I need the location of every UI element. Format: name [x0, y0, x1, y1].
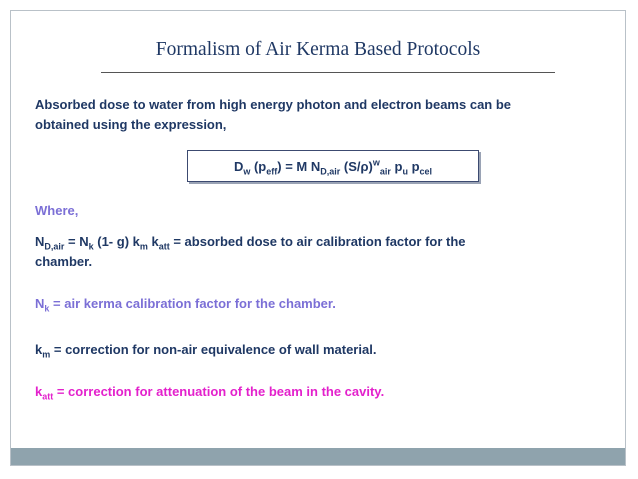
km-definition: $k_m$ = correction for non-air equivalence of wall material. [35, 342, 377, 360]
nk-definition: $N_k$ = air kerma calibration factor for the chamber. [35, 296, 336, 314]
footer-band [11, 448, 625, 465]
katt-definition: $k_{att}$ = correction for attenuation of the beam in the cavity. [35, 384, 385, 402]
title-underline [101, 72, 555, 73]
where-label: Where, [35, 203, 79, 218]
formula-box [187, 150, 479, 182]
formula: $D_w$ $(p_{eff}) = M$ $N_{D,air}$ $(S/\rho)^w_{air}$ $p_u$ $p_{cel}$ [233, 157, 433, 177]
slide-title: Formalism of Air Kerma Based Protocols [155, 39, 481, 60]
slide [10, 10, 626, 466]
intro-line-2: obtained using the expression, [35, 117, 227, 132]
nd-definition: $N_{D,air} = N_k$ (1- g) $k_m$ $k_{att}$ = absorbed dose to air calibration factor for the [35, 234, 466, 252]
intro-line-1: Absorbed dose to water from high energy photon and electron beams can be [35, 97, 512, 112]
nd-definition-line-2: chamber. [35, 254, 93, 269]
